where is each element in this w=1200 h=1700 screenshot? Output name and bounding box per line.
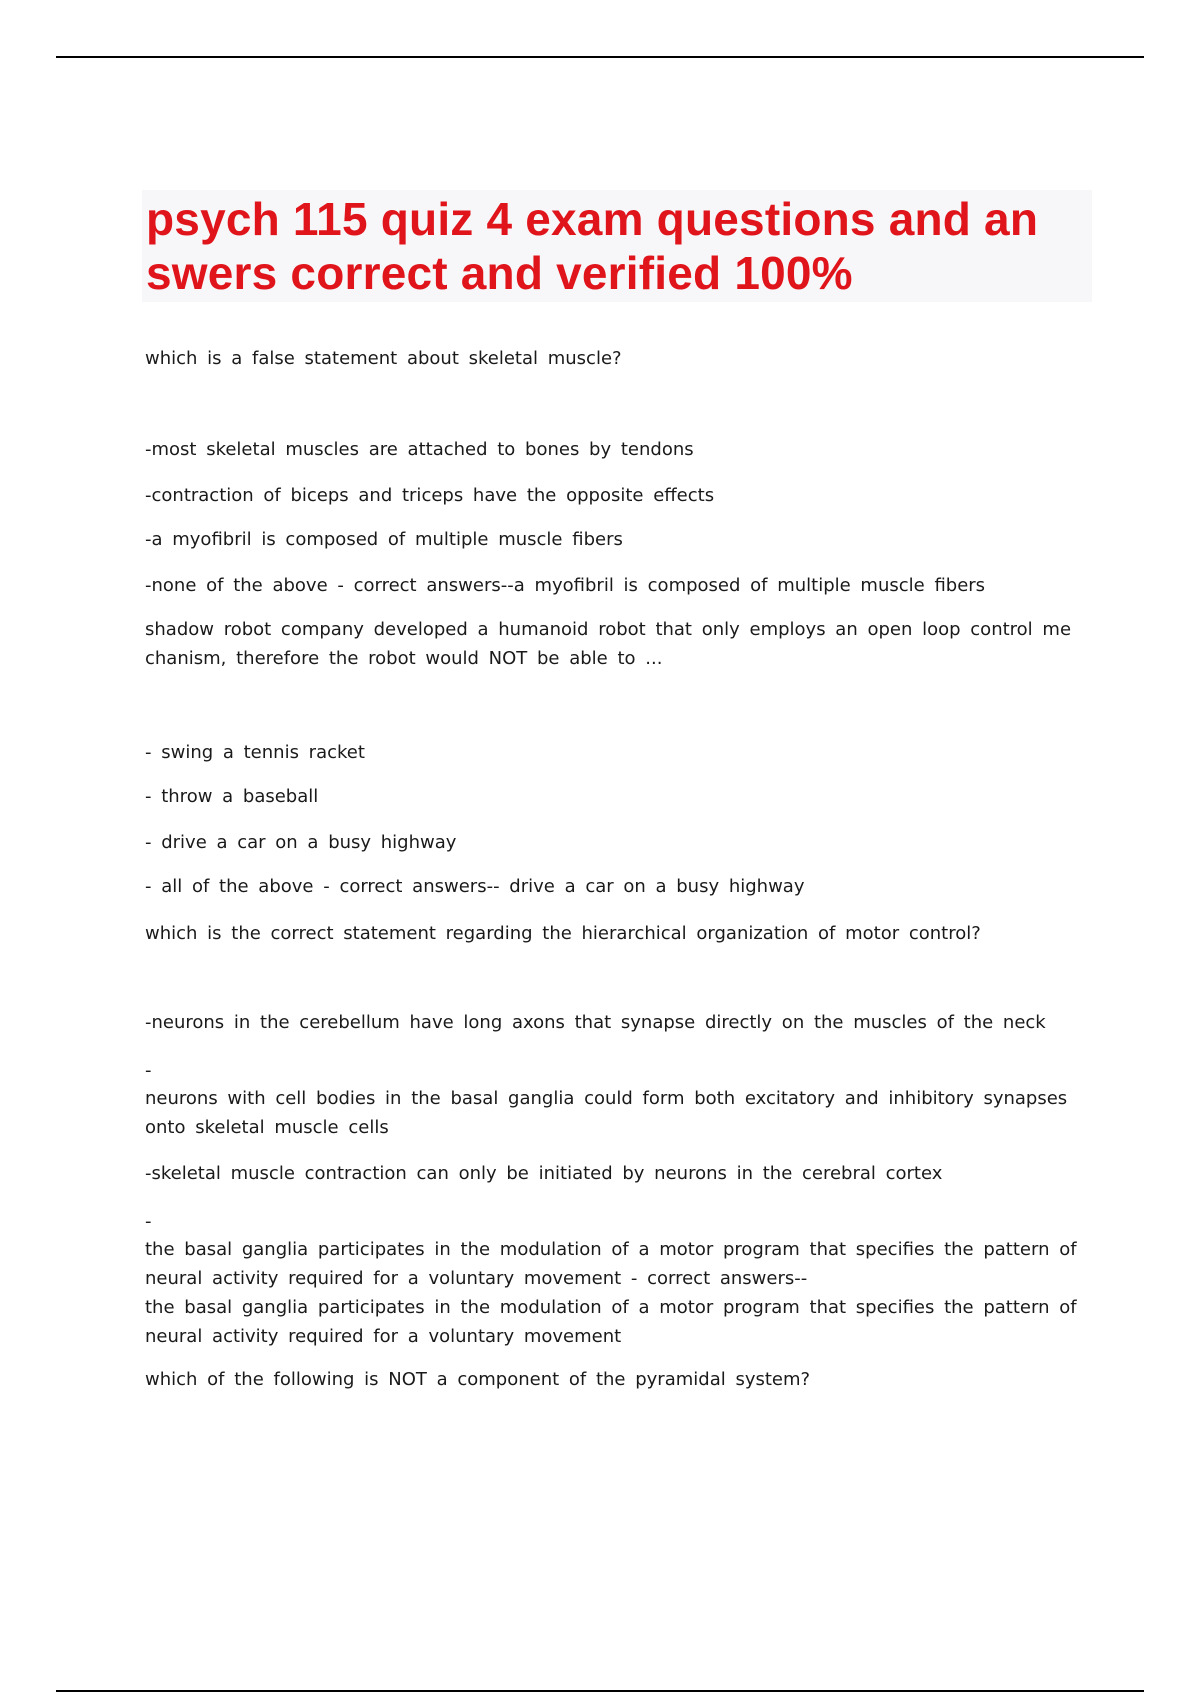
document-title: psych 115 quiz 4 exam questions and an swers correct and verified 100% [146,193,1039,299]
question-3-option-2: neurons with cell bodies in the basal ganglia could form both excitatory and inhibitory synapses onto skeletal muscle cells [145,1088,1077,1138]
question-1-option-1: -most skeletal muscles are attached to bones by tendons [145,439,694,460]
question-3-answer: the basal ganglia participates in the modulation of a motor program that specifies the pattern of neural activity required for a voluntary movement [145,1297,1087,1347]
question-3-option-1: -neurons in the cerebellum have long axons that synapse directly on the muscles of the neck [145,1012,1046,1033]
question-1-prompt: which is a false statement about skeletal muscle? [145,348,622,369]
question-2-option-4-with-answer: - all of the above - correct answers-- drive a car on a busy highway [145,876,805,897]
question-2-option-2: - throw a baseball [145,786,319,807]
question-3-option-2-dash: - [145,1060,152,1081]
question-1-option-3: -a myofibril is composed of multiple muscle fibers [145,529,623,550]
top-rule [56,56,1144,58]
question-3-option-4: the basal ganglia participates in the modulation of a motor program that specifies the pattern of neural activity required for a voluntary movement - correct answers-- [145,1239,1087,1289]
question-2-option-1: - swing a tennis racket [145,742,365,763]
question-2-prompt: shadow robot company developed a humanoid robot that only employs an open loop control me chanism, therefore the robot would NOT be able to ... [145,619,1081,669]
question-2-option-3: - drive a car on a busy highway [145,832,457,853]
question-3-option-3: -skeletal muscle contraction can only be initiated by neurons in the cerebral cortex [145,1163,943,1184]
question-1-option-4-with-answer: -none of the above - correct answers--a myofibril is composed of multiple muscle fibers [145,575,986,596]
title-banner [142,190,1092,302]
question-3-option-4-dash: - [145,1211,152,1232]
question-3-prompt: which is the correct statement regarding the hierarchical organization of motor control? [145,923,981,944]
question-1-option-2: -contraction of biceps and triceps have the opposite effects [145,485,715,506]
bottom-rule [56,1690,1144,1692]
question-4-prompt: which of the following is NOT a component of the pyramidal system? [145,1369,811,1390]
